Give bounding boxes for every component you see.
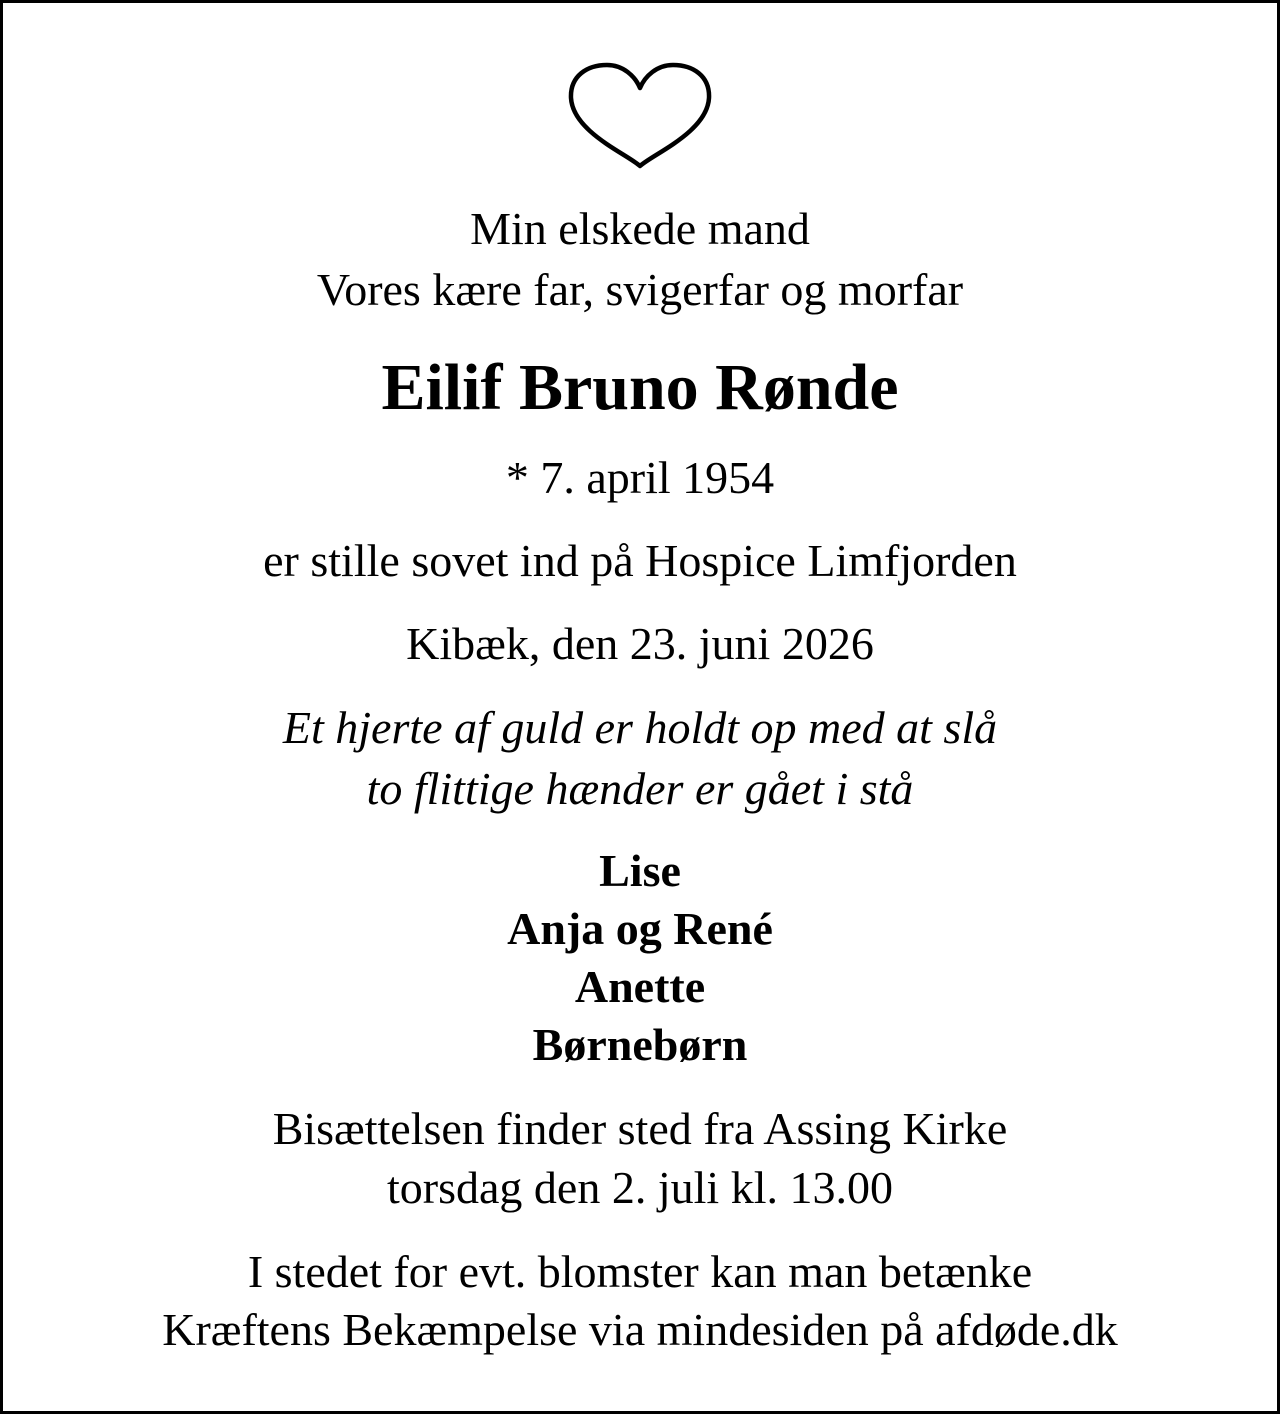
donation-line-2: Kræftens Bekæmpelse via mindesiden på afdøde.dk bbox=[162, 1304, 1118, 1355]
passing-text: er stille sovet ind på Hospice Limfjorden bbox=[263, 535, 1017, 586]
verse-line-2: to flittige hænder er gået i stå bbox=[366, 763, 914, 814]
donation-line-1: I stedet for evt. blomster kan man betænke bbox=[247, 1246, 1033, 1297]
birth-date: * 7. april 1954 bbox=[505, 452, 775, 503]
heart-outline-icon bbox=[565, 62, 715, 172]
mourner-name: Anja og René bbox=[507, 903, 773, 954]
place-and-date: Kibæk, den 23. juni 2026 bbox=[406, 618, 874, 669]
intro-line-2: Vores kære far, svigerfar og morfar bbox=[316, 264, 964, 315]
mourner-name: Børnebørn bbox=[532, 1019, 748, 1070]
verse-line-1: Et hjerte af guld er holdt op med at slå bbox=[282, 702, 998, 753]
funeral-line-2: torsdag den 2. juli kl. 13.00 bbox=[387, 1162, 893, 1213]
intro-line-1: Min elskede mand bbox=[470, 203, 810, 254]
mourner-name: Anette bbox=[574, 961, 706, 1012]
funeral-line-1: Bisættelsen finder sted fra Assing Kirke bbox=[272, 1103, 1008, 1154]
mourner-name: Lise bbox=[599, 845, 681, 896]
deceased-name: Eilif Bruno Rønde bbox=[381, 351, 899, 424]
